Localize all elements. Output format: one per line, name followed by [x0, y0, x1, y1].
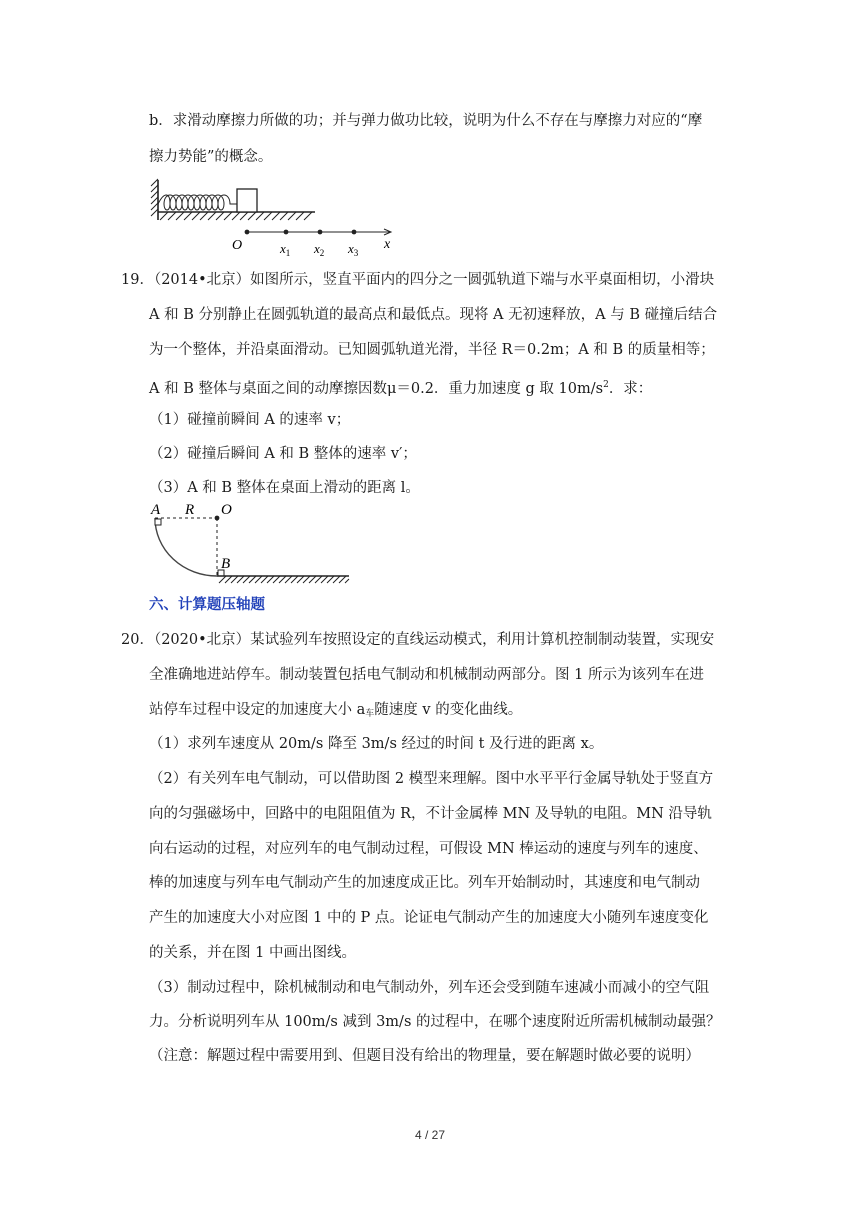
label-O: O: [221, 502, 232, 518]
q20-part-3-line-1: （3）制动过程中，除机械制动和电气制动外，列车还会受到随车速减小而减小的空气阻: [149, 980, 710, 996]
spring: [158, 195, 237, 210]
q20-line-3: 站停车过程中设定的加速度大小 a车随速度 v 的变化曲线。: [149, 702, 523, 719]
q19-sub-1: （1）碰撞前瞬间 A 的速率 v；: [149, 412, 351, 428]
label-origin: O: [232, 238, 243, 253]
q20-part-2-line-5: 产生的加速度大小对应图 1 中的 P 点。论证电气制动产生的加速度大小随列车速度变化: [149, 910, 709, 926]
q20-line-2: 全准确地进站停车。制动装置包括电气制动和机械制动两部分。图 1 所示为该列车在进: [149, 667, 704, 683]
q20-part-2-line-4: 棒的加速度与列车电气制动产生的加速度成正比。列车开始制动时，其速度和电气制动: [149, 875, 700, 891]
quarter-arc-track: [155, 518, 217, 576]
q19-line-4: A 和 B 整体与桌面之间的动摩擦因数μ＝0.2．重力加速度 g 取 $10m/s^2$．求：: [149, 380, 653, 397]
q20-part-1: （1）求列车速度从 20m/s 降至 3m/s 经过的时间 t 及行进的距离 x。: [149, 736, 604, 752]
q20-line-1: 20．（2020•北京）某试验列车按照设定的直线运动模式，利用计算机控制制动装置，实现安: [121, 632, 715, 648]
q19-line-1: 19．（2014•北京）如图所示，竖直平面内的四分之一圆弧轨道下端与水平桌面相切，小滑块: [121, 272, 715, 288]
arc-track-figure: [145, 500, 355, 588]
q20-part-2-line-3: 向右运动的过程，对应列车的电气制动过程，可假设 MN 棒运动的速度与列车的速度、: [149, 841, 708, 857]
block-A: [155, 519, 161, 525]
q19-sub-3: （3）A 和 B 整体在桌面上滑动的距离 l。: [149, 480, 420, 496]
label-axis-x: x: [384, 237, 391, 252]
point-x3: [352, 230, 357, 235]
label-x3: $x_3$: [348, 241, 359, 258]
spring-block-figure: [150, 176, 400, 258]
q20-part-3-line-2: 力。分析说明列车从 100m/s 减到 3m/s 的过程中，在哪个速度附近所需机械制动最强？: [149, 1014, 721, 1030]
label-R: R: [185, 502, 195, 518]
label-x1: $x_1$: [280, 241, 291, 258]
point-x2: [318, 230, 323, 235]
point-origin: [245, 230, 250, 235]
q20-part-2-line-6: 的关系，并在图 1 中画出图线。: [149, 945, 356, 961]
point-x1: [284, 230, 289, 235]
q18b-line-1: b．求滑动摩擦力所做的功；并与弹力做功比较，说明为什么不存在与摩擦力对应的“摩: [149, 113, 703, 129]
page-number: 4 / 27: [414, 1128, 446, 1142]
section-heading: 六、计算题压轴题: [149, 596, 265, 613]
q20-note: （注意：解题过程中需要用到、但题目没有给出的物理量，要在解题时做必要的说明）: [149, 1048, 700, 1064]
q19-line-2: A 和 B 分别静止在圆弧轨道的最高点和最低点。现将 A 无初速释放，A 与 B 碰撞后结合: [149, 307, 718, 323]
label-B: B: [221, 556, 231, 572]
q19-sub-2: （2）碰撞后瞬间 A 和 B 整体的速率 v′；: [149, 446, 417, 462]
center-O: [215, 516, 220, 521]
q19-line-3: 为一个整体，并沿桌面滑动。已知圆弧轨道光滑，半径 R＝0.2m；A 和 B 的质量相等；: [149, 342, 715, 358]
label-A: A: [151, 502, 161, 518]
q20-part-2-line-1: （2）有关列车电气制动，可以借助图 2 模型来理解。图中水平平行金属导轨处于竖直方: [149, 771, 714, 787]
q20-part-2-line-2: 向的匀强磁场中，回路中的电阻阻值为 R，不计金属棒 MN 及导轨的电阻。MN 沿导轨: [149, 806, 712, 822]
q18b-line-2: 擦力势能”的概念。: [149, 149, 273, 165]
block: [237, 189, 257, 212]
label-x2: $x_2$: [314, 241, 325, 258]
